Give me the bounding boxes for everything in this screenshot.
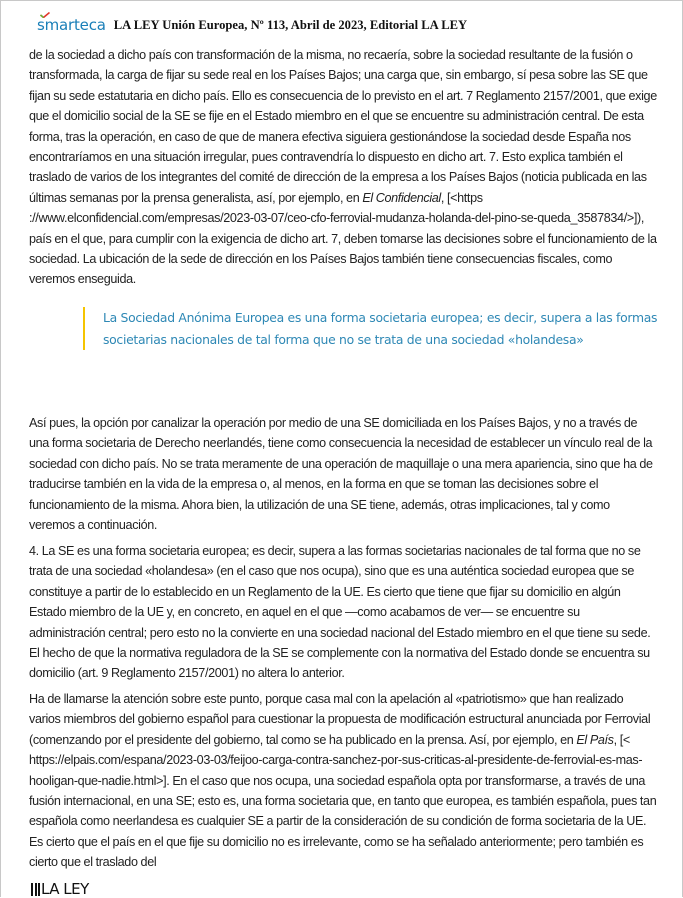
smarteca-logo-text: smarteca <box>37 16 106 34</box>
source-el-confidencial: El Confidencial <box>362 190 441 205</box>
la-ley-bars-icon <box>31 883 40 896</box>
paragraph-1-link-text: , [<https ://www.elconfidencial.com/empresas/2023-03-07/ceo-cfo-ferrovial-mudanza-holanda-del-pino-se-queda_3587834/>]), país en el que, para cumplir con la exigencia de dicho art. 7, deben tomarse las decisiones sobre el funcionamiento de la sociedad. La ubicación de la sede de dirección en los Países Bajos también tiene consecuencias fiscales, como veremos enseguida. <box>29 190 657 287</box>
paragraph-2 <box>29 413 657 535</box>
checkmark-icon <box>40 12 50 18</box>
footer-logo-text: LA LEY <box>41 880 89 898</box>
publication-title: LA LEY Unión Europea, Nº 113, Abril de 2023, Editorial LA LEY <box>113 18 468 33</box>
paragraph-4-text: Ha de llamarse la atención sobre este punto, porque casa mal con la apelación al «patriotismo» que han realizado varios miembros del gobierno español para cuestionar la propuesta de modificación estructural anunciada por Ferrovial (comenzando por el presidente del gobierno, tal como se ha publicado en la prensa. Así, por ejemplo, en <box>29 692 651 747</box>
paragraph-3 <box>29 541 657 684</box>
paragraph-2-text: Así pues, la opción por canalizar la operación por medio de una SE domiciliada en los Países Bajos, y no a través de una forma societaria de Derecho neerlandés, tiene como consecuencia la necesidad de establecer un vínculo real de la sociedad con dicho país. No se trata meramente de una operación de maquillaje o una mera apariencia, sino que ha de traducirse también en la vida de la empresa o, al menos, en la forma en que se toman las decisiones sobre el funcionamiento de la misma. Ahora bien, la utilización de una SE tiene, además, otras implicaciones, tal y como veremos a continuación. <box>29 416 653 533</box>
source-el-pais: El País <box>576 732 614 747</box>
paragraph-4-link-text: , [< https://elpais.com/espana/2023-03-03/feijoo-carga-contra-sanchez-por-sus-criticas-al-presidente-de-ferrovial-es-mas-hooligan-que-nadie.html>]. En el caso que nos ocupa, una sociedad española opta por transformarse, a través de una fusión internacional, en una SE; esto es, una forma societaria que, en tanto que europea, es también española, pues tan española como neerlandesa es cualquier SE a partir de la consideración de su condición de forma societaria de la UE. Es cierto que el país en el que fije su domicilio no es irrelevante, como se ha señalado anteriormente; pero también es cierto que el traslado del <box>29 732 657 870</box>
pull-quote-text: La Sociedad Anónima Europea es una forma societaria europea; es decir, supera a las formas societarias nacionales de tal forma que no se trata de una sociedad «holandesa» <box>103 310 658 347</box>
la-ley-footer-logo <box>31 880 89 898</box>
paragraph-3-text: 4. La SE es una forma societaria europea; es decir, supera a las formas societarias nacionales de tal forma que no se trata de una sociedad «holandesa» (en el caso que nos ocupa), sino que es una auténtica sociedad europea que se constituye a partir de lo establecido en un Reglamento de la UE. Es cierto que tiene que fijar su domicilio en algún Estado miembro de la UE y, en concreto, en aquel en el que —como acabamos de ver— se encuentre su administración central; pero esto no la convierte en una sociedad nacional del Estado miembro en el que tiene su sede. El hecho de que la normativa reguladora de la SE se complemente con la normativa del Estado donde se encuentra su domicilio (art. 9 Reglamento 2157/2001) no altera lo anterior. <box>29 544 651 681</box>
page-header <box>37 11 467 33</box>
smarteca-logo[interactable] <box>37 18 106 33</box>
paragraph-4 <box>29 689 657 873</box>
pull-quote <box>83 307 663 350</box>
paragraph-1-text: de la sociedad a dicho país con transformación de la misma, no recaería, sobre la sociedad resultante de la fusión o transformada, la carga de fijar su sede real en los Países Bajos; una carga que, sin embargo, sí pesa sobre las SE que fijan su sede estatutaria en dicho país. Ello es consecuencia de lo previsto en el art. 7 Reglamento 2157/2001, que exige que el domicilio social de la SE se fije en el Estado miembro en el que se encuentre su administración central. De esta forma, tras la operación, en caso de que de manera efectiva siguiera gestionándose la sociedad desde España nos encontraríamos en una situación irregular, pues contravendría lo dispuesto en dicho art. 7. Esto explica también el traslado de varios de los integrantes del comité de dirección de la empresa a los Países Bajos (noticia publicada en las últimas semanas por la prensa generalista, así, por ejemplo, en <box>29 48 657 205</box>
paragraph-1 <box>29 45 657 290</box>
